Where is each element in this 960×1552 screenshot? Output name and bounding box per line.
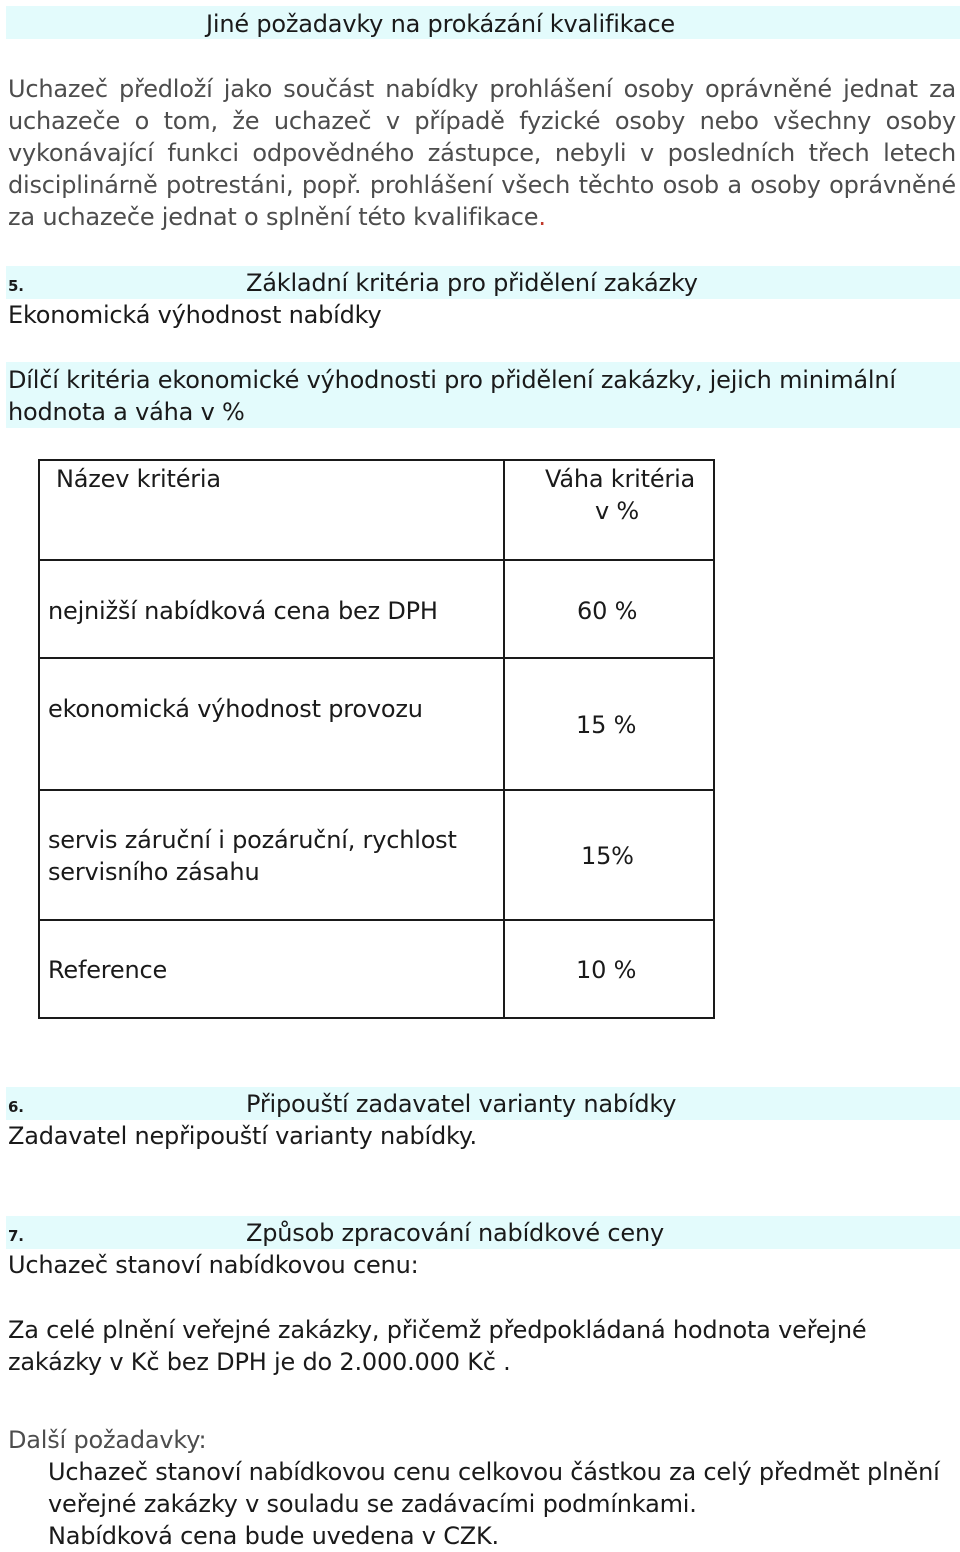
- further-label: Další požadavky:: [8, 1426, 207, 1454]
- criterion-name-cell: [39, 560, 504, 658]
- section5-subtitle: Ekonomická výhodnost nabídky: [8, 301, 382, 329]
- criterion-weight: 60 %: [577, 597, 638, 625]
- header-weight-cell: [504, 460, 714, 560]
- section6-text: Zadavatel nepřipouští varianty nabídky.: [8, 1122, 477, 1150]
- section6-title: Připouští zadavatel varianty nabídky: [246, 1090, 677, 1118]
- criteria-table: [38, 459, 715, 1019]
- criterion-name-line2: servisního zásahu: [48, 858, 260, 886]
- section7-number: 7.: [8, 1227, 24, 1245]
- criterion-weight-cell: [504, 920, 714, 1018]
- header-name: Název kritéria: [56, 465, 221, 493]
- table-row: [39, 790, 714, 920]
- criterion-name: servis záruční i pozáruční, rychlost: [48, 826, 457, 854]
- criterion-weight: 15%: [581, 842, 634, 870]
- criterion-weight: 15 %: [576, 711, 637, 739]
- heading-qualification: Jiné požadavky na prokázání kvalifikace: [206, 10, 676, 38]
- further-line3: Nabídková cena bude uvedena v CZK.: [48, 1522, 499, 1550]
- table-row: [39, 920, 714, 1018]
- price-line1: Za celé plnění veřejné zakázky, přičemž předpokládaná hodnota veřejné: [8, 1316, 867, 1344]
- criterion-name: Reference: [48, 956, 168, 984]
- criterion-name: nejnižší nabídková cena bez DPH: [48, 597, 438, 625]
- criterion-weight-cell: [504, 790, 714, 920]
- criterion-name-cell: [39, 790, 504, 920]
- partial-criteria-line1: Dílčí kritéria ekonomické výhodnosti pro přidělení zakázky, jejich minimální: [8, 366, 896, 394]
- section5-number: 5.: [8, 277, 24, 295]
- section7-title: Způsob zpracování nabídkové ceny: [246, 1219, 664, 1247]
- criterion-weight-cell: [504, 658, 714, 790]
- table-header-row: [39, 460, 714, 560]
- header-weight-line2: v %: [595, 497, 640, 525]
- criterion-weight: 10 %: [576, 956, 637, 984]
- qualification-text: Uchazeč předloží jako součást nabídky prohlášení osoby oprávněné jednat za uchazeče o tom, že uchazeč v případě fyzické osoby nebo všechny osoby vykonávající funkci odpovědného zástupce, nebyli v posledních třech letech disciplinárně potrestáni, popř. prohlášení všech těchto osob a osoby oprávněné za uchazeče jednat o splnění této kvalifikace: [8, 75, 956, 231]
- criterion-name-cell: [39, 658, 504, 790]
- further-line1: Uchazeč stanoví nabídkovou cenu celkovou částkou za celý předmět plnění: [48, 1458, 940, 1486]
- criterion-weight-cell: [504, 560, 714, 658]
- partial-criteria-line2: hodnota a váha v %: [8, 398, 245, 426]
- section6-number: 6.: [8, 1098, 24, 1116]
- section7-text: Uchazeč stanoví nabídkovou cenu:: [8, 1251, 419, 1279]
- qualification-end-dot: .: [538, 203, 546, 231]
- criterion-name: ekonomická výhodnost provozu: [48, 695, 423, 723]
- price-line2: zakázky v Kč bez DPH je do 2.000.000 Kč .: [8, 1348, 511, 1376]
- table-row: [39, 658, 714, 790]
- table-row: [39, 560, 714, 658]
- header-name-cell: [39, 460, 504, 560]
- qualification-paragraph: [8, 73, 956, 233]
- section5-title: Základní kritéria pro přidělení zakázky: [246, 269, 698, 297]
- header-weight-line1: Váha kritéria: [545, 465, 696, 493]
- criterion-name-cell: [39, 920, 504, 1018]
- further-line2: veřejné zakázky v souladu se zadávacími podmínkami.: [48, 1490, 697, 1518]
